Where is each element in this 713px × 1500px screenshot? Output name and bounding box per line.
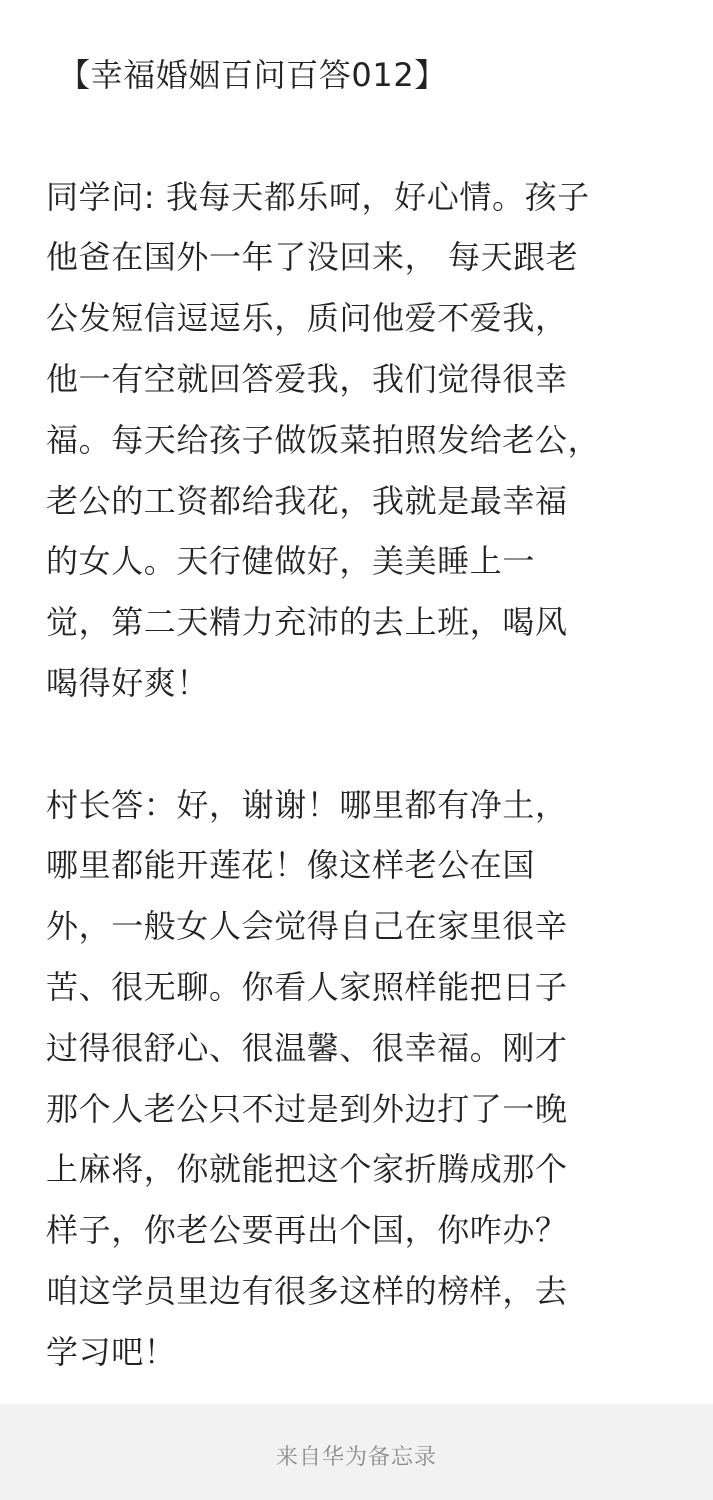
answer-line: 过得很舒心、很温馨、很幸福。刚才 xyxy=(46,1028,568,1067)
paragraph-gap xyxy=(46,106,666,167)
question-line: 他一有空就回答爱我，我们觉得很幸 xyxy=(46,359,568,398)
answer-line: 外，一般女人会觉得自己在家里很辛 xyxy=(46,907,568,946)
note-title: 【幸福婚姻百问百答012】 xyxy=(58,56,447,94)
question-line: 他爸在国外一年了没回来， 每天跟老 xyxy=(46,238,579,277)
paragraph-gap xyxy=(46,714,666,775)
question-line: 福。每天给孩子做饭菜拍照发给老公， xyxy=(46,420,601,459)
source-label: 来自华为备忘录 xyxy=(275,1445,437,1470)
answer-line: 那个人老公只不过是到外边打了一晚 xyxy=(46,1089,568,1128)
answer-line: 样子，你老公要再出个国，你咋办？ xyxy=(46,1211,568,1250)
answer-line: 哪里都能开莲花！像这样老公在国 xyxy=(46,846,536,885)
answer-line: 村长答：好，谢谢！哪里都有净土， xyxy=(46,785,568,824)
question-line: 喝得好爽！ xyxy=(46,663,210,702)
question-line: 公发短信逗逗乐，质问他爱不爱我， xyxy=(46,299,568,338)
question-line: 觉，第二天精力充沛的去上班，喝风 xyxy=(46,603,568,642)
question-line: 同学问: 我每天都乐呵，好心情。孩子 xyxy=(46,177,590,216)
answer-line: 上麻将，你就能把这个家折腾成那个 xyxy=(46,1150,568,1189)
answer-line: 学习吧！ xyxy=(46,1332,177,1371)
note-body xyxy=(46,45,666,1383)
question-line: 老公的工资都给我花，我就是最幸福 xyxy=(46,481,568,520)
answer-line: 苦、很无聊。你看人家照样能把日子 xyxy=(46,967,568,1006)
question-line: 的女人。天行健做好，美美睡上一 xyxy=(46,542,536,581)
note-footer xyxy=(0,1404,713,1500)
answer-line: 咱这学员里边有很多这样的榜样，去 xyxy=(46,1271,568,1310)
